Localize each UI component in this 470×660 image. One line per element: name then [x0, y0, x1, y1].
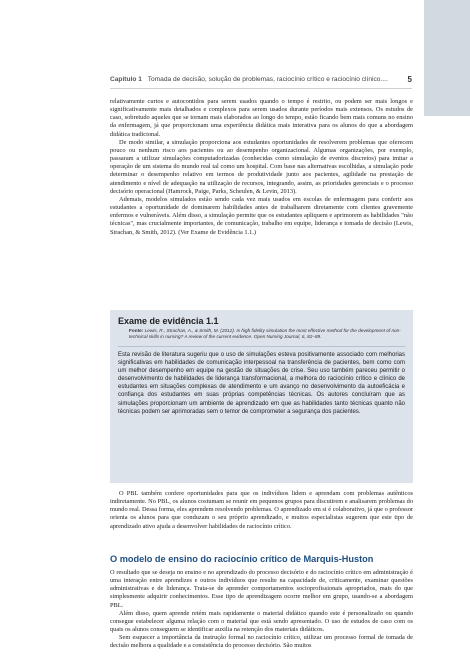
- evidence-box: [110, 310, 413, 483]
- paragraph-case-studies: relativamente curtos e autocontidos para serem usados quando o tempo é restrito, ou podem ser mais longos e significativamente mais detalhados e complexos para serem usados durante períodos mais extensos. Os estudos de caso, sobretudo aqueles que se tornam mais elaborados ao longo do tempo, estão ficando bem mais comuns no ensino da enfermagem, já que proporcionam uma experiência didática mais interativa para os alunos do que a abordagem didática tradicional.: [110, 98, 413, 138]
- evidence-box-source: [129, 328, 405, 340]
- paragraph-pbl: O PBL também confere oportunidades para que os indivíduos lidem e aprendam com problemas autênticos indiretamente. No PBL, os alunos costumam se reunir em pequenos grupos para discutirem e analisarem problemas do mundo real. Dessa forma, eles aprendem resolvendo problemas. O aprendizado em si é colaborativo, já que o professor orienta os alunos para que conduzam o seu próprio aprendizado, e muitos especialistas sugerem que este tipo de aprendizado ativo ajuda a desenvolver habilidades de raciocínio crítico.: [110, 490, 413, 530]
- body-top: [110, 98, 413, 237]
- paragraph-simulated-models: Ademais, modelos simulados estão sendo cada vez mais usados em escolas de enfermagem para conferir aos estudantes a oportunidade de dominarem habilidades antes de trabalharem diretamente com clientes gravemente enfermos e vulneráveis. Além disso, a simulação permite que os estudantes apliquem e aprimorem as habilidades "não técnicas", mas crucialmente importantes, de comunicação, trabalho em equipe, liderança e tomada de decisão (Lewis, Strachan, & Smith, 2012). (Ver Exame de Evidência 1.1.): [110, 195, 413, 236]
- paragraph-desired-outcome: O resultado que se deseja no ensino e no aprendizado do processo decisório e do raciocínio crítico em administração é uma interação entre aprendizes e outros indivíduos que resulte na capacidade de, criticamente, examinar questões administrativas e de liderança. Trata-se de aprender comportamentos socioprofissionais apropriados, mais do que simplesmente adquirir conhecimentos. Esse tipo de aprendizagem ocorre melhor em grupo, usando-se a abordagem PBL.: [110, 569, 413, 609]
- paragraph-formal-instruction: Sem esquecer a importância da instrução formal no raciocínio crítico, utilizar um processo formal de tomada de decisão melhora a qualidade e a consistência do processo decisório. São muitos: [110, 634, 413, 650]
- source-label: Fonte:: [129, 328, 144, 333]
- evidence-box-title: Exame de evidência 1.1: [118, 316, 219, 326]
- chapter-title: Tomada de decisão, solução de problemas, raciocínio crítico e raciocínio clínico....: [147, 76, 388, 83]
- paragraph-simulation: De modo similar, a simulação proporciona aos estudantes oportunidades de resolverem problemas que oferecem pouco ou nenhum risco aos pacientes ou ao desempenho organizacional. Algumas organizações, por exemplo, passaram a utilizar simulações computadorizadas (conhecidas como simulação de eventos discretos) para imitar a operação de um sistema do mundo real tal como um hospital. Com base nas alternativas escolhidas, a simulação pode determinar o desempenho relativo em termos de produtividade junto aos pacientes, agilidade na prestação de atendimento e nível de adequação na utilização de recursos, integrando, assim, as prioridades gerenciais e o processo decisório operacional (Hamrock, Paige, Parks, Scheulen, & Levin, 2013).: [110, 138, 413, 195]
- paragraph-retention: Além disso, quem aprende retém mais rapidamente o material didático quando este é personalizado ou quando consegue estabelecer alguma relação com o material que está sendo apresentado. O uso de estudos de caso com os quais os alunos conseguem se identificar auxilia na retenção dos materiais didáticos.: [110, 609, 413, 634]
- evidence-box-divider: [118, 346, 405, 347]
- evidence-box-body: Esta revisão de literatura sugeriu que o uso de simulações esteva positivamente associado com melhorias significativas em habilidades de comunicação interpessoal na transferência de pacientes, bem como com um melhor desempenho em equipe na gestão de situações de crise. Seu uso também pareceu permitir o desenvolvimento de habilidades de liderança transformacional, a melhora do raciocínio crítico e clínico de estudantes em situações complexas de atendimento e um avanço no desenvolvimento da autoeficácia e confiança dos estudantes em suas próprias competências técnicas. Os autores concluíram que as simulações proporcionam um ambiente de aprendizado em que as habilidades tanto técnicas quanto não técnicas podem ser aprimoradas sem o temor de comprometer a segurança dos pacientes.: [118, 352, 405, 415]
- body-middle: [110, 490, 413, 531]
- source-citation: Lewis, R., Strachan, A., & Smith, M. (2012). Is high fidelity simulation the most effective method for the development of non-technical skills in nursing? A review of the current evidence. Open Nursing Journal, 6, 82–89.: [129, 328, 401, 340]
- body-bottom: [110, 569, 413, 651]
- header-divider: [110, 88, 412, 89]
- chapter-label: Capítulo 1: [110, 76, 142, 83]
- chapter-side-tab: [424, 0, 470, 116]
- page-number: 5: [407, 75, 412, 84]
- section-heading: O modelo de ensino do raciocínio crítico de Marquis-Huston: [110, 554, 374, 564]
